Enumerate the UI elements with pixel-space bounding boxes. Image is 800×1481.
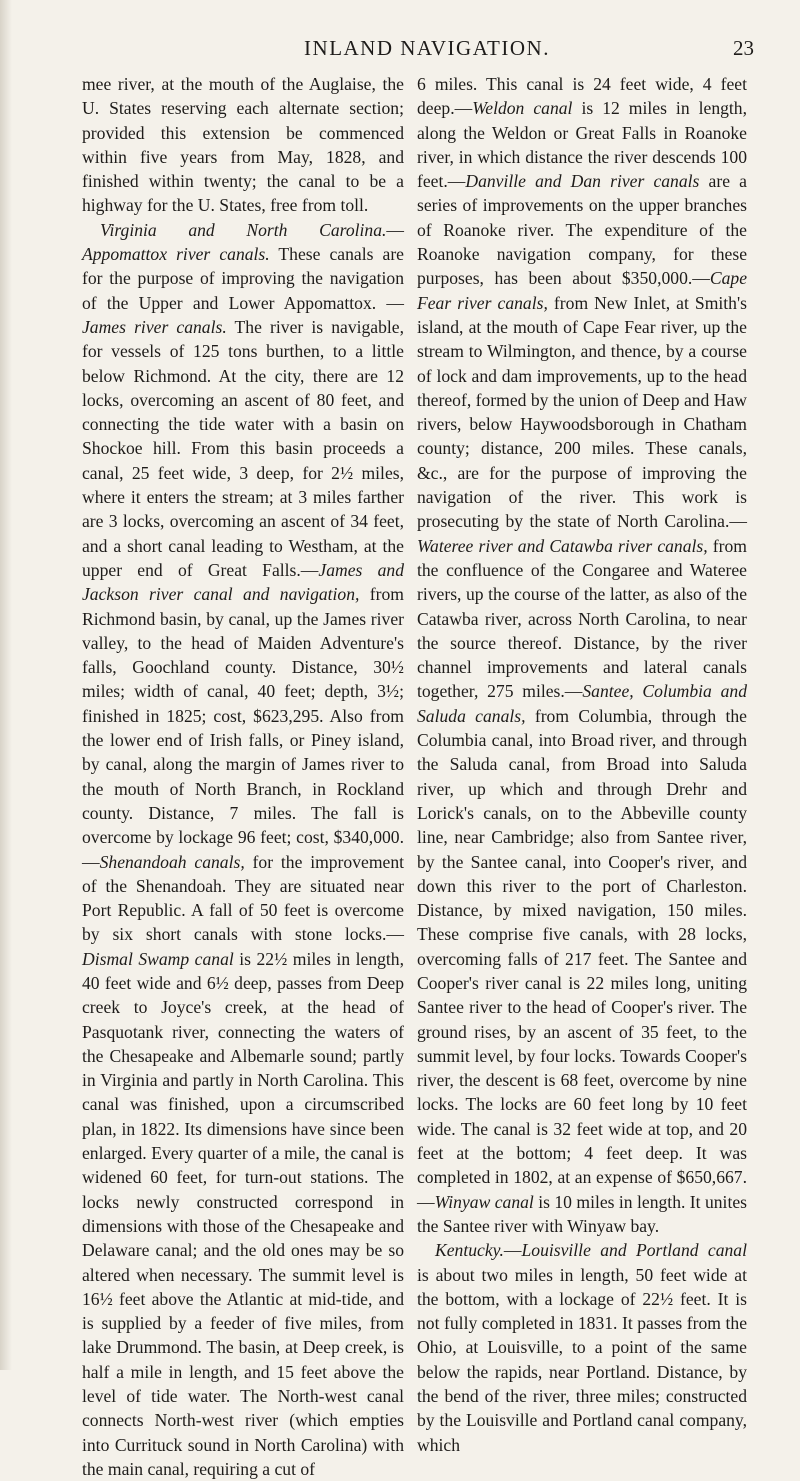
canal-title-wateree: Wateree river and Catawba river canals,	[417, 535, 708, 556]
canal-title-shenandoah: Shenandoah canals,	[99, 851, 245, 872]
text-run: is 10 miles in length. It unites the Santee river with Winyaw bay.	[417, 1191, 747, 1236]
text-run: are a series of improvements on the upper branches of Roanoke river. The expenditure of the Roanoke navigation company, for these purposes, has been about $350,000.—	[417, 171, 747, 289]
section-heading-kentucky: Kentucky.	[435, 1240, 504, 1261]
text-run: is 12 miles in length, along the Weldon or Great Falls in Roanoke river, in which distance the river descends 100 feet.—	[417, 98, 747, 192]
canal-title-weldon: Weldon canal	[472, 98, 573, 119]
text-run: from Columbia, through the Columbia canal, into Broad river, and through the Saluda canal, from Broad into Saluda river, up which and through Drehr and Lorick's canals, on to the Abbeville county line, near Cambridge; also from Santee river, by the Santee canal, into Cooper's river, and down this river to the port of Charleston. Distance, by mixed navigation, 150 miles. These comprise five canals, with 28 locks, overcoming falls of 217 feet. The Santee and Cooper's river canal is 22 miles long, uniting Santee river to the head of Cooper's river. The ground rises, by an ascent of 35 feet, to the summit level, by four locks. Towards Cooper's river, the descent is 68 feet, overcome by nine locks. The locks are 60 feet long by 10 feet wide. The canal is 32 feet wide at top, and 20 feet at the bottom; 4 feet deep. It was completed in 1802, at an expense of $650,667. —	[417, 705, 747, 1212]
text-run: mee river, at the mouth of the Auglaise, the U. States reserving each alternate section; provided this extension be commenced within five years from May, 1828, and finished within twenty; the canal to be a highway for the U. States, free from toll.	[82, 74, 404, 216]
left-column	[82, 72, 404, 1481]
text-run: is 22½ miles in length, 40 feet wide and 6½ deep, passes from Deep creek to Joyce's creek, at the head of Pasquotank river, connecting the waters of the Chesapeake and Albemarle sound; partly in Virginia and partly in North Carolina. This canal was finished, upon a circumscribed plan, in 1822. Its dimensions have since been enlarged. Every quarter of a mile, the canal is widened 60 feet, for turn-out stations. The locks newly constructed correspond in dimensions with those of the Chesapeake and Delaware canal; and the old ones may be so altered when necessary. The summit level is 16½ feet above the Atlantic at mid-tide, and is supplied by a feeder of five miles, from lake Drummond. The basin, at Deep creek, is half a mile in length, and 15 feet above the level of tide water. The North-west canal connects North-west river (which empties into Currituck sound in North Carolina) with the main canal, requiring a cut of	[82, 948, 404, 1479]
text-run: These canals are for the purpose of improving the navigation of the Upper and Lower Appomattox. —	[82, 244, 404, 313]
text-run: from Richmond basin, by canal, up the James river valley, to the head of Maiden Adventure's falls, Goochland county. Distance, 30½ miles; width of canal, 40 feet; depth, 3½; finished in 1825; cost, $623,295. Also from the lower end of Irish falls, or Piney island, by canal, along the margin of James river to the mouth of North Branch, in Rockland county. Distance, 7 miles. The fall is overcome by lockage 96 feet; cost, $340,000.—	[82, 584, 404, 872]
canal-title-santee: Santee, Columbia and Saluda canals,	[417, 681, 747, 726]
text-run: is about two miles in length, 50 feet wide at the bottom, with a lockage of 22½ feet. It is not fully completed in 1831. It passes from the Ohio, at Louisville, to a point of the same below the rapids, near Portland. Distance, by the bend of the river, three miles; constructed by the Louisville and Portland canal company, which	[417, 1264, 747, 1455]
canal-title-louisville-portland: Louisville and Portland canal	[521, 1240, 747, 1261]
canal-title-danville: Danville and Dan river canals	[465, 171, 700, 192]
canal-title-james-jackson: James and Jackson river canal and navigation,	[82, 559, 404, 605]
paragraph-kentucky	[417, 1238, 747, 1457]
page-number: 23	[733, 36, 754, 60]
canal-title-cape-fear: Cape Fear river canals,	[417, 268, 747, 313]
dash: —	[503, 1240, 522, 1261]
paragraph-north-carolina-canals	[417, 72, 747, 1238]
text-run: from New Inlet, at Smith's island, at the mouth of Cape Fear river, up the stream to Wilmington, and thence, by a course of lock and dam improvements, up to the head thereof, formed by the union of Deep and Haw rivers, below Haywoodsborough in Chatham county; distance, 200 miles. These canals, &c., are for the purpose of improving the navigation of the river. This work is prosecuting by the state of North Carolina.—	[417, 292, 747, 532]
page-header	[100, 28, 754, 68]
canal-title-winyaw: Winyaw canal	[434, 1191, 534, 1212]
section-heading-virginia: Virginia and North Carolina.	[100, 219, 387, 240]
canal-title-dismal-swamp: Dismal Swamp canal	[82, 948, 234, 969]
page-edge-shadow	[0, 0, 12, 1370]
text-run: 6 miles. This canal is 24 feet wide, 4 feet deep.—	[417, 74, 747, 119]
text-run: from the confluence of the Congaree and Wateree rivers, up the course of the latter, as also of the Catawba river, across North Carolina, to near the source thereof. Distance, by the river channel improvements and lateral canals together, 275 miles.—	[417, 535, 747, 702]
dash: —	[386, 219, 404, 240]
paragraph-ohio-canal-grant	[82, 72, 404, 218]
canal-title-appomattox: Appomattox river canals.	[82, 244, 270, 265]
paragraph-virginia-north-carolina	[82, 218, 404, 1481]
running-title: INLAND NAVIGATION.	[304, 36, 550, 60]
text-run: for the improvement of the Shenandoah. They are situated near Port Republic. A fall of 50 feet is overcome by six short canals with stone locks.—	[82, 851, 405, 945]
text-run: The river is navigable, for vessels of 125 tons burthen, to a little below Richmond. At the city, there are 12 locks, overcoming an ascent of 80 feet, and connecting the tide water with a basin on Shockoe hill. From this basin proceeds a canal, 25 feet wide, 3 deep, for 2½ miles, where it enters the stream; at 3 miles farther are 3 locks, overcoming an ascent of 34 feet, and a short canal leading to Westham, at the upper end of Great Falls.—	[82, 316, 404, 580]
right-column	[417, 72, 747, 1457]
canal-title-james-river: James river canals.	[82, 316, 227, 337]
